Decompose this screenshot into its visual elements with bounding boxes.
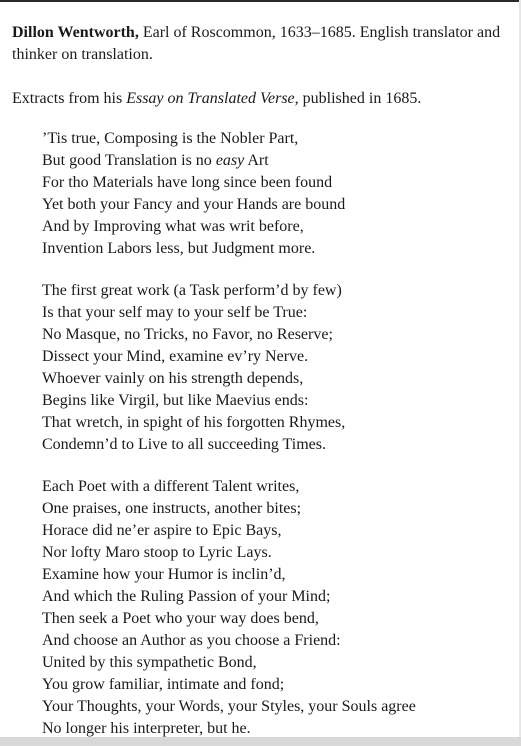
- entry-heading: [12, 22, 507, 66]
- stanza-1: [42, 128, 507, 260]
- verse-line: No longer his interpreter, but he.: [42, 720, 251, 737]
- verse-line: Nor lofty Maro stoop to Lyric Lays.: [42, 544, 272, 561]
- stanza-3: [42, 476, 507, 740]
- author-name: Dillon Wentworth,: [12, 24, 139, 41]
- verse-line: United by this sympathetic Bond,: [42, 654, 257, 671]
- verse-line: Each Poet with a different Talent writes,: [42, 478, 300, 495]
- source-title: Essay on Translated Verse,: [126, 90, 299, 107]
- verse-line: [42, 150, 507, 172]
- verse-line: Your Thoughts, your Words, your Styles, your Souls agree: [42, 698, 416, 715]
- verse-line: No Masque, no Tricks, no Favor, no Reserve;: [42, 326, 333, 343]
- verse-line: And which the Ruling Passion of your Mind;: [42, 588, 331, 605]
- bottom-edge: [0, 737, 521, 746]
- verse-line: Is that your self may to your self be True:: [42, 304, 308, 321]
- verse-line: And by Improving what was writ before,: [42, 218, 304, 235]
- verse-line: And choose an Author as you choose a Friend:: [42, 632, 341, 649]
- author-description: Earl of Roscommon, 1633–1685. English translator and thinker on translation.: [12, 24, 501, 63]
- verse-emphasis: easy: [215, 152, 245, 169]
- verse-line: Horace did ne’er aspire to Epic Bays,: [42, 522, 282, 539]
- verse-line: The first great work (a Task perform’d by few): [42, 282, 342, 299]
- verse-line: One praises, one instructs, another bites;: [42, 500, 302, 517]
- top-rule: [0, 0, 521, 2]
- document-page: [12, 22, 507, 740]
- verse-line: For tho Materials have long since been found: [42, 174, 333, 191]
- verse-line: Begins like Virgil, but like Maevius ends:: [42, 392, 309, 409]
- verse-line: You grow familiar, intimate and fond;: [42, 676, 285, 693]
- verse-line: Dissect your Mind, examine ev’ry Nerve.: [42, 348, 309, 365]
- verse-line: Then seek a Poet who your way does bend,: [42, 610, 319, 627]
- source-suffix: published in 1685.: [298, 90, 422, 107]
- source-prefix: Extracts from his: [12, 90, 127, 107]
- verse-line: Invention Labors less, but Judgment more.: [42, 240, 316, 257]
- verse-line: That wretch, in spight of his forgotten Rhymes,: [42, 414, 346, 431]
- verse-line: ’Tis true, Composing is the Nobler Part,: [42, 130, 299, 147]
- verse-fragment: Art: [244, 152, 269, 169]
- stanza-2: [42, 280, 507, 456]
- verse-line: Yet both your Fancy and your Hands are bound: [42, 196, 346, 213]
- source-note: [12, 88, 507, 110]
- verse-line: Whoever vainly on his strength depends,: [42, 370, 304, 387]
- verse-line: Examine how your Humor is inclin’d,: [42, 566, 286, 583]
- verse-line: Condemn’d to Live to all succeeding Times.: [42, 436, 326, 453]
- verse-fragment: But good Translation is no: [42, 152, 216, 169]
